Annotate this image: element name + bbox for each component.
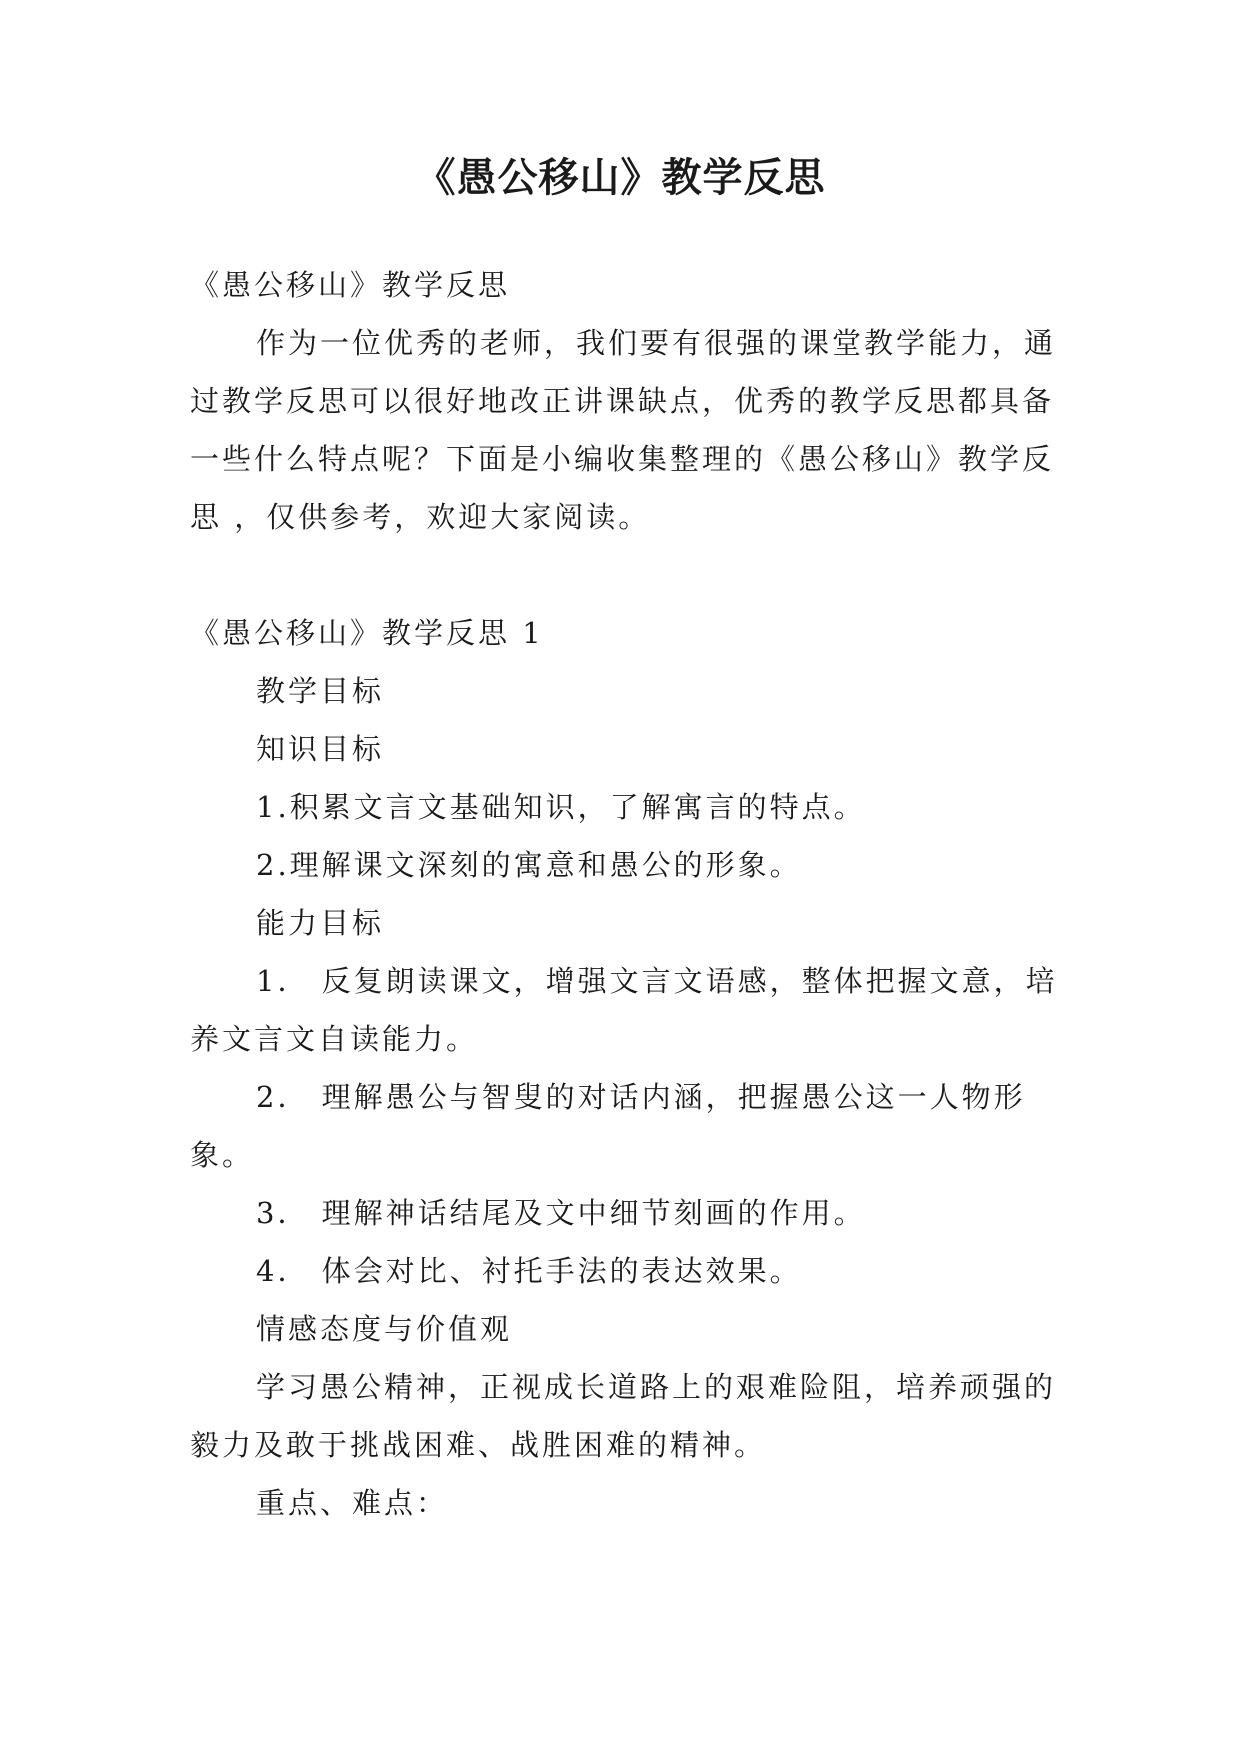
knowledge-item: 1.积累文言文基础知识，了解寓言的特点。 <box>256 790 866 824</box>
knowledge-heading: 知识目标 <box>256 732 385 766</box>
ability-item: 2． 理解愚公与智叟的对话内涵，把握愚公这一人物形象。 <box>190 1080 1026 1172</box>
ability-item: 1． 反复朗读课文，增强文言文语感，整体把握文意，培养文言文自读能力。 <box>190 964 1058 1056</box>
ability-item: 3． 理解神话结尾及文中细节刻画的作用。 <box>256 1196 866 1230</box>
knowledge-item: 2.理解课文深刻的寓意和愚公的形象。 <box>256 848 802 882</box>
ability-item: 4． 体会对比、衬托手法的表达效果。 <box>256 1254 802 1288</box>
paragraph-spacer <box>190 546 1070 604</box>
ability-heading: 能力目标 <box>256 906 385 940</box>
document-body <box>190 256 1070 1532</box>
document-subtitle: 《愚公移山》教学反思 <box>190 268 511 302</box>
emotion-paragraph: 学习愚公精神，正视成长道路上的艰难险阻，培养顽强的毅力及敢于挑战困难、战胜困难的精神。 <box>190 1370 1057 1462</box>
intro-paragraph: 作为一位优秀的老师，我们要有很强的课堂教学能力，通过教学反思可以很好地改正讲课缺点，优秀的教学反思都具备一些什么特点呢？下面是小编收集整理的《愚公移山》教学反思 ，仅供参考，欢迎大家阅读。 <box>190 326 1057 534</box>
section-heading: 《愚公移山》教学反思 1 <box>190 616 544 650</box>
emotion-heading: 情感态度与价值观 <box>256 1312 513 1346</box>
key-points-heading: 重点、难点： <box>256 1486 449 1520</box>
document-title: 《愚公移山》教学反思 <box>415 155 826 201</box>
goals-heading: 教学目标 <box>256 674 385 708</box>
